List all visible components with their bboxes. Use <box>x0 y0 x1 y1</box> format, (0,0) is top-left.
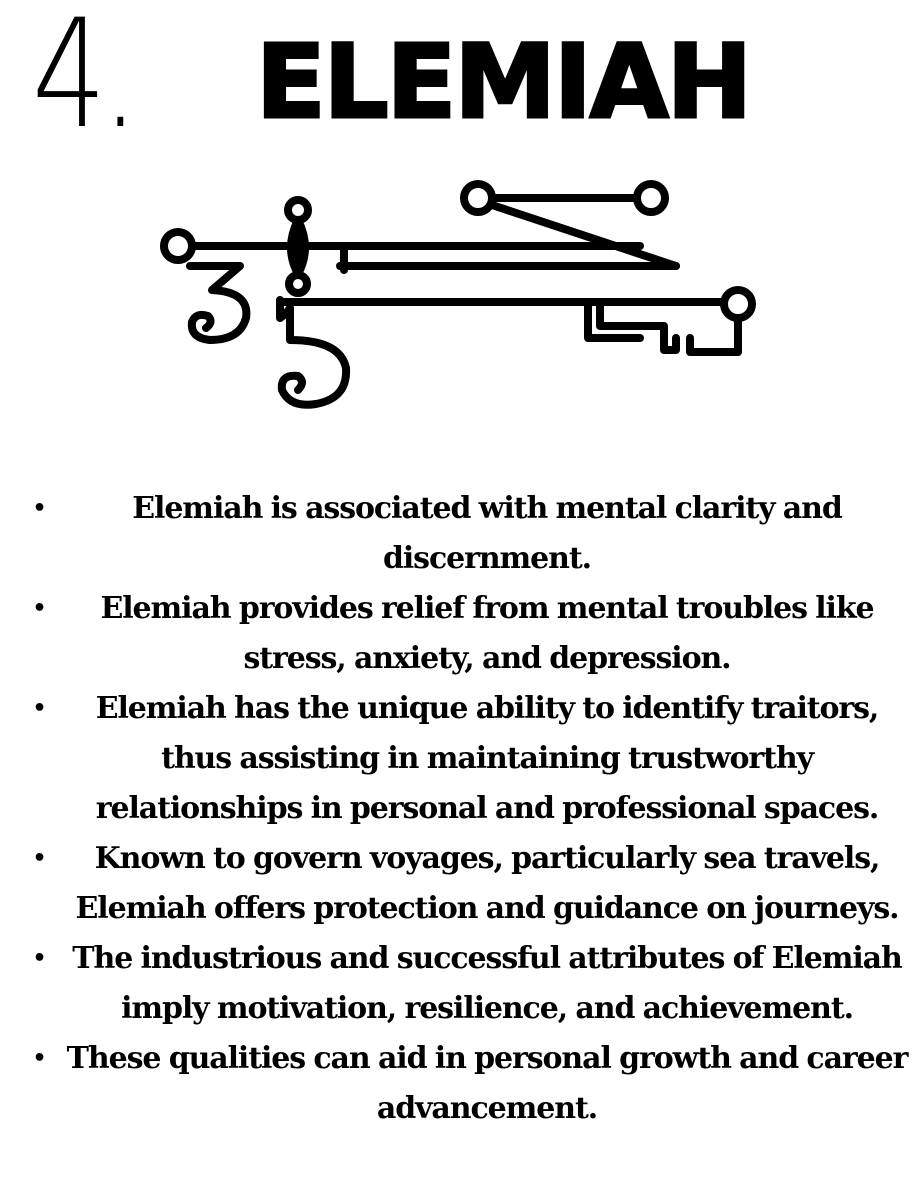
page-number: 4. <box>32 0 135 162</box>
trait-text: The industrious and successful attributes of Elemiah imply motivation, resilience, and achievement. <box>72 941 902 1026</box>
bullet-icon: • <box>32 496 46 521</box>
list-item <box>18 1034 910 1134</box>
trait-text: Elemiah is associated with mental clarity and discernment. <box>132 491 842 576</box>
page-title: ELEMIAH <box>256 23 751 142</box>
trait-text: Elemiah provides relief from mental troubles like stress, anxiety, and depression. <box>100 591 874 676</box>
bullet-icon: • <box>32 946 46 971</box>
trait-text: These qualities can aid in personal growth and career advancement. <box>66 1041 908 1126</box>
bullet-icon: • <box>32 1046 46 1071</box>
bullet-icon: • <box>32 846 46 871</box>
trait-text: Elemiah has the unique ability to identify traitors, thus assisting in maintaining trustworthy relationships in personal and professional spaces. <box>95 691 879 826</box>
list-item <box>18 934 910 1034</box>
traits-list <box>18 484 910 1134</box>
bullet-icon: • <box>32 696 46 721</box>
list-item <box>18 834 910 934</box>
list-item <box>18 584 910 684</box>
list-item <box>18 684 910 834</box>
elemiah-sigil-icon <box>150 170 770 420</box>
list-item <box>18 484 910 584</box>
trait-text: Known to govern voyages, particularly sea travels, Elemiah offers protection and guidance on journeys. <box>75 841 899 926</box>
bullet-icon: • <box>32 596 46 621</box>
